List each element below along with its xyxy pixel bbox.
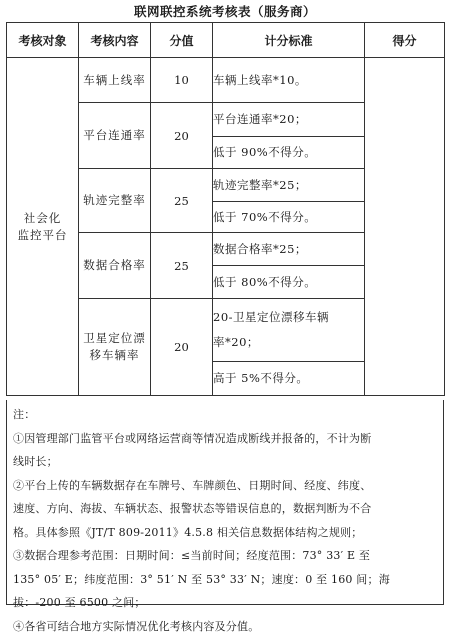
header-obtained: 得分 <box>365 23 445 58</box>
header-standard: 计分标准 <box>213 23 365 58</box>
content-line1: 卫星定位漂 <box>79 330 150 347</box>
header-score: 分值 <box>151 23 213 58</box>
content-cell: 车辆上线率 <box>79 58 151 103</box>
content-line2: 移车辆率 <box>79 347 150 364</box>
object-cell <box>7 58 79 396</box>
note-line: 线时长； <box>13 450 438 474</box>
object-name-line1: 社会化 <box>7 210 78 227</box>
standard-cell: 平台连通率*20； <box>213 103 365 137</box>
page-title: 联网联控系统考核表（服务商） <box>0 2 450 20</box>
score-cell: 20 <box>151 103 213 169</box>
note-line: 拔：-200 至 6500 之间； <box>13 591 438 615</box>
content-cell: 数据合格率 <box>79 233 151 299</box>
content-cell: 平台连通率 <box>79 103 151 169</box>
notes-section <box>6 400 444 605</box>
standard-line2: 率*20； <box>213 330 364 355</box>
standard-cell: 轨迹完整率*25； <box>213 169 365 202</box>
content-cell: 轨迹完整率 <box>79 169 151 233</box>
header-object: 考核对象 <box>7 23 79 58</box>
note-line: ④各省可结合地方实际情况优化考核内容及分值。 <box>13 615 438 638</box>
header-content: 考核内容 <box>79 23 151 58</box>
notes-heading: 注： <box>13 403 438 427</box>
assessment-table <box>6 22 445 396</box>
standard-line1: 20-卫星定位漂移车辆 <box>213 305 364 330</box>
note-line: 135° 05′ E；纬度范围：3° 51′ N 至 53° 33′ N；速度：0 至 160 间；海 <box>13 568 438 592</box>
obtained-cell <box>365 58 445 396</box>
note-line: ①因管理部门监管平台或网络运营商等情况造成断线并报备的，不计为断 <box>13 427 438 451</box>
object-name-line2: 监控平台 <box>7 227 78 244</box>
score-cell: 10 <box>151 58 213 103</box>
standard-cell: 车辆上线率*10。 <box>213 58 365 103</box>
standard-cell: 低于 90%不得分。 <box>213 137 365 169</box>
table-row <box>7 58 445 103</box>
note-line: ③数据合理参考范围：日期时间：≤当前时间；经度范围：73° 33′ E 至 <box>13 544 438 568</box>
score-cell: 25 <box>151 233 213 299</box>
standard-cell: 高于 5%不得分。 <box>213 362 365 396</box>
standard-cell: 低于 70%不得分。 <box>213 202 365 233</box>
standard-cell: 数据合格率*25； <box>213 233 365 266</box>
note-line: 速度、方向、海拔、车辆状态、报警状态等错误信息的，数据判断为不合 <box>13 497 438 521</box>
note-line: 格。具体参照《JT/T 809-2011》4.5.8 相关信息数据体结构之规则； <box>13 521 438 545</box>
standard-cell <box>213 299 365 362</box>
note-line: ②平台上传的车辆数据存在车牌号、车牌颜色、日期时间、经度、纬度、 <box>13 474 438 498</box>
standard-cell: 低于 80%不得分。 <box>213 266 365 299</box>
score-cell: 20 <box>151 299 213 396</box>
table-header-row <box>7 23 445 58</box>
score-cell: 25 <box>151 169 213 233</box>
content-cell <box>79 299 151 396</box>
